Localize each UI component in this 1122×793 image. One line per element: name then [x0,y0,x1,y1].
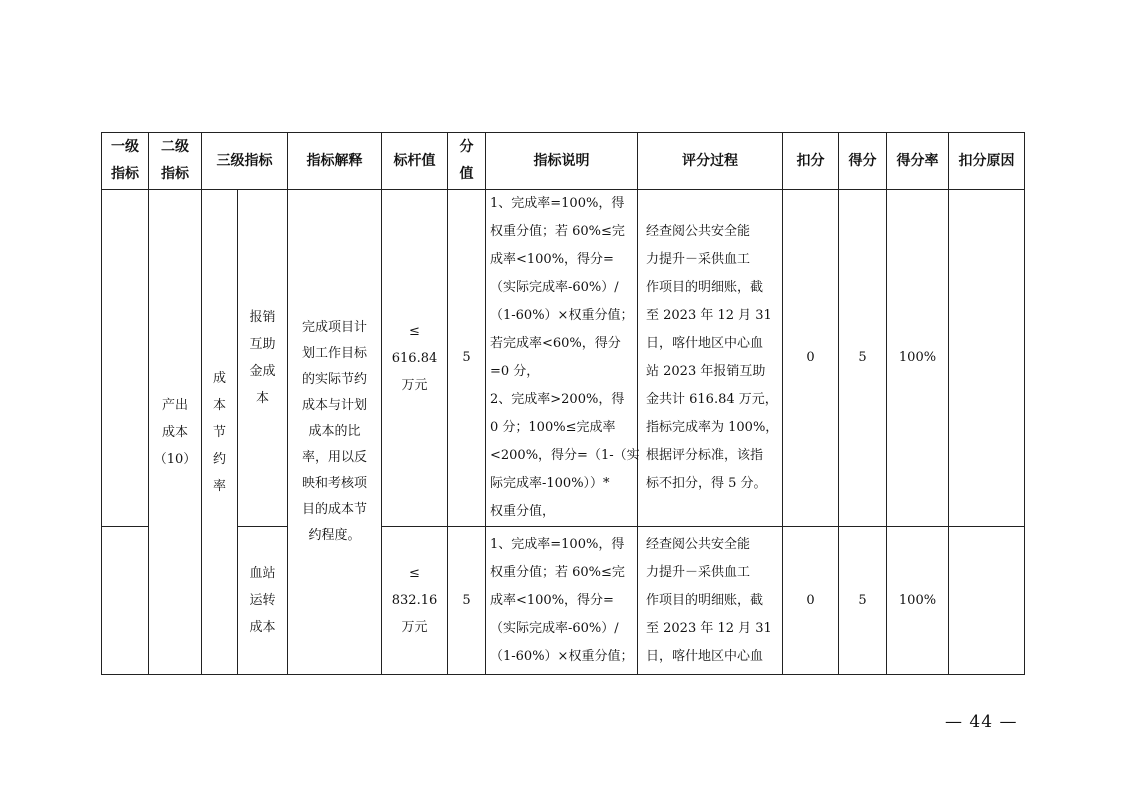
scoring-process-cell: 经查阅公共安全能 力提升－采供血工 作项目的明细账，截 至 2023 年 12 月 31 日，喀什地区中心血 站 2023 年报销互助 金共计 616.84 万元， 指标完成率为 100%， 根据评分标准，该指 标不扣分，得 5 分。 [638,190,783,527]
page-number: — 44 — [945,712,1018,732]
header-description: 指标说明 [486,133,638,190]
header-deduction-reason: 扣分原因 [949,133,1025,190]
deduction-reason-cell [949,527,1025,675]
score-value-cell: 5 [448,190,486,527]
description-cell: 1、完成率=100%，得 权重分值；若 60%≤完 成率<100%，得分= （实际完成率-60%）/ （1-60%）×权重分值； [486,527,638,675]
benchmark-cell: ≤ 832.16 万元 [382,527,448,675]
score-cell: 5 [839,190,887,527]
score-value-cell: 5 [448,527,486,675]
header-interpretation: 指标解释 [288,133,382,190]
header-level2: 二级 指标 [149,133,202,190]
header-score-value: 分 值 [448,133,486,190]
deduction-reason-cell [949,190,1025,527]
score-rate-cell: 100% [887,190,949,527]
score-cell: 5 [839,527,887,675]
scoring-process-cell: 经查阅公共安全能 力提升－采供血工 作项目的明细账，截 至 2023 年 12 月 31 日，喀什地区中心血 [638,527,783,675]
level3-cell: 成 本 节 约 率 [202,190,238,675]
score-rate-cell: 100% [887,527,949,675]
header-level3: 三级指标 [202,133,288,190]
benchmark-cell: ≤ 616.84 万元 [382,190,448,527]
table-row [102,190,1025,527]
level1-cell [102,527,149,675]
header-score: 得分 [839,133,887,190]
header-score-rate: 得分率 [887,133,949,190]
header-level1: 一级 指标 [102,133,149,190]
deduction-cell: 0 [783,527,839,675]
header-scoring-process: 评分过程 [638,133,783,190]
header-deduction: 扣分 [783,133,839,190]
header-benchmark: 标杆值 [382,133,448,190]
deduction-cell: 0 [783,190,839,527]
indicator-name-cell: 血站 运转 成本 [238,527,288,675]
level1-cell [102,190,149,527]
table-row [102,527,1025,675]
indicator-name-cell: 报销 互助 金成 本 [238,190,288,527]
interpretation-cell: 完成项目计 划工作目标 的实际节约 成本与计划 成本的比 率，用以反 映和考核项 目的成本节 约程度。 [288,190,382,675]
description-cell: 1、完成率=100%，得 权重分值；若 60%≤完 成率<100%，得分= （实际完成率-60%）/ （1-60%）×权重分值； 若完成率<60%，得分 =0 分， 2、完成率>200%，得 0 分；100%≤完成率 <200%，得分=（1-（实 际完成率-100%））* 权重分值， [486,190,638,527]
performance-evaluation-table [101,132,1025,675]
level2-cell: 产出 成本 （10） [149,190,202,675]
